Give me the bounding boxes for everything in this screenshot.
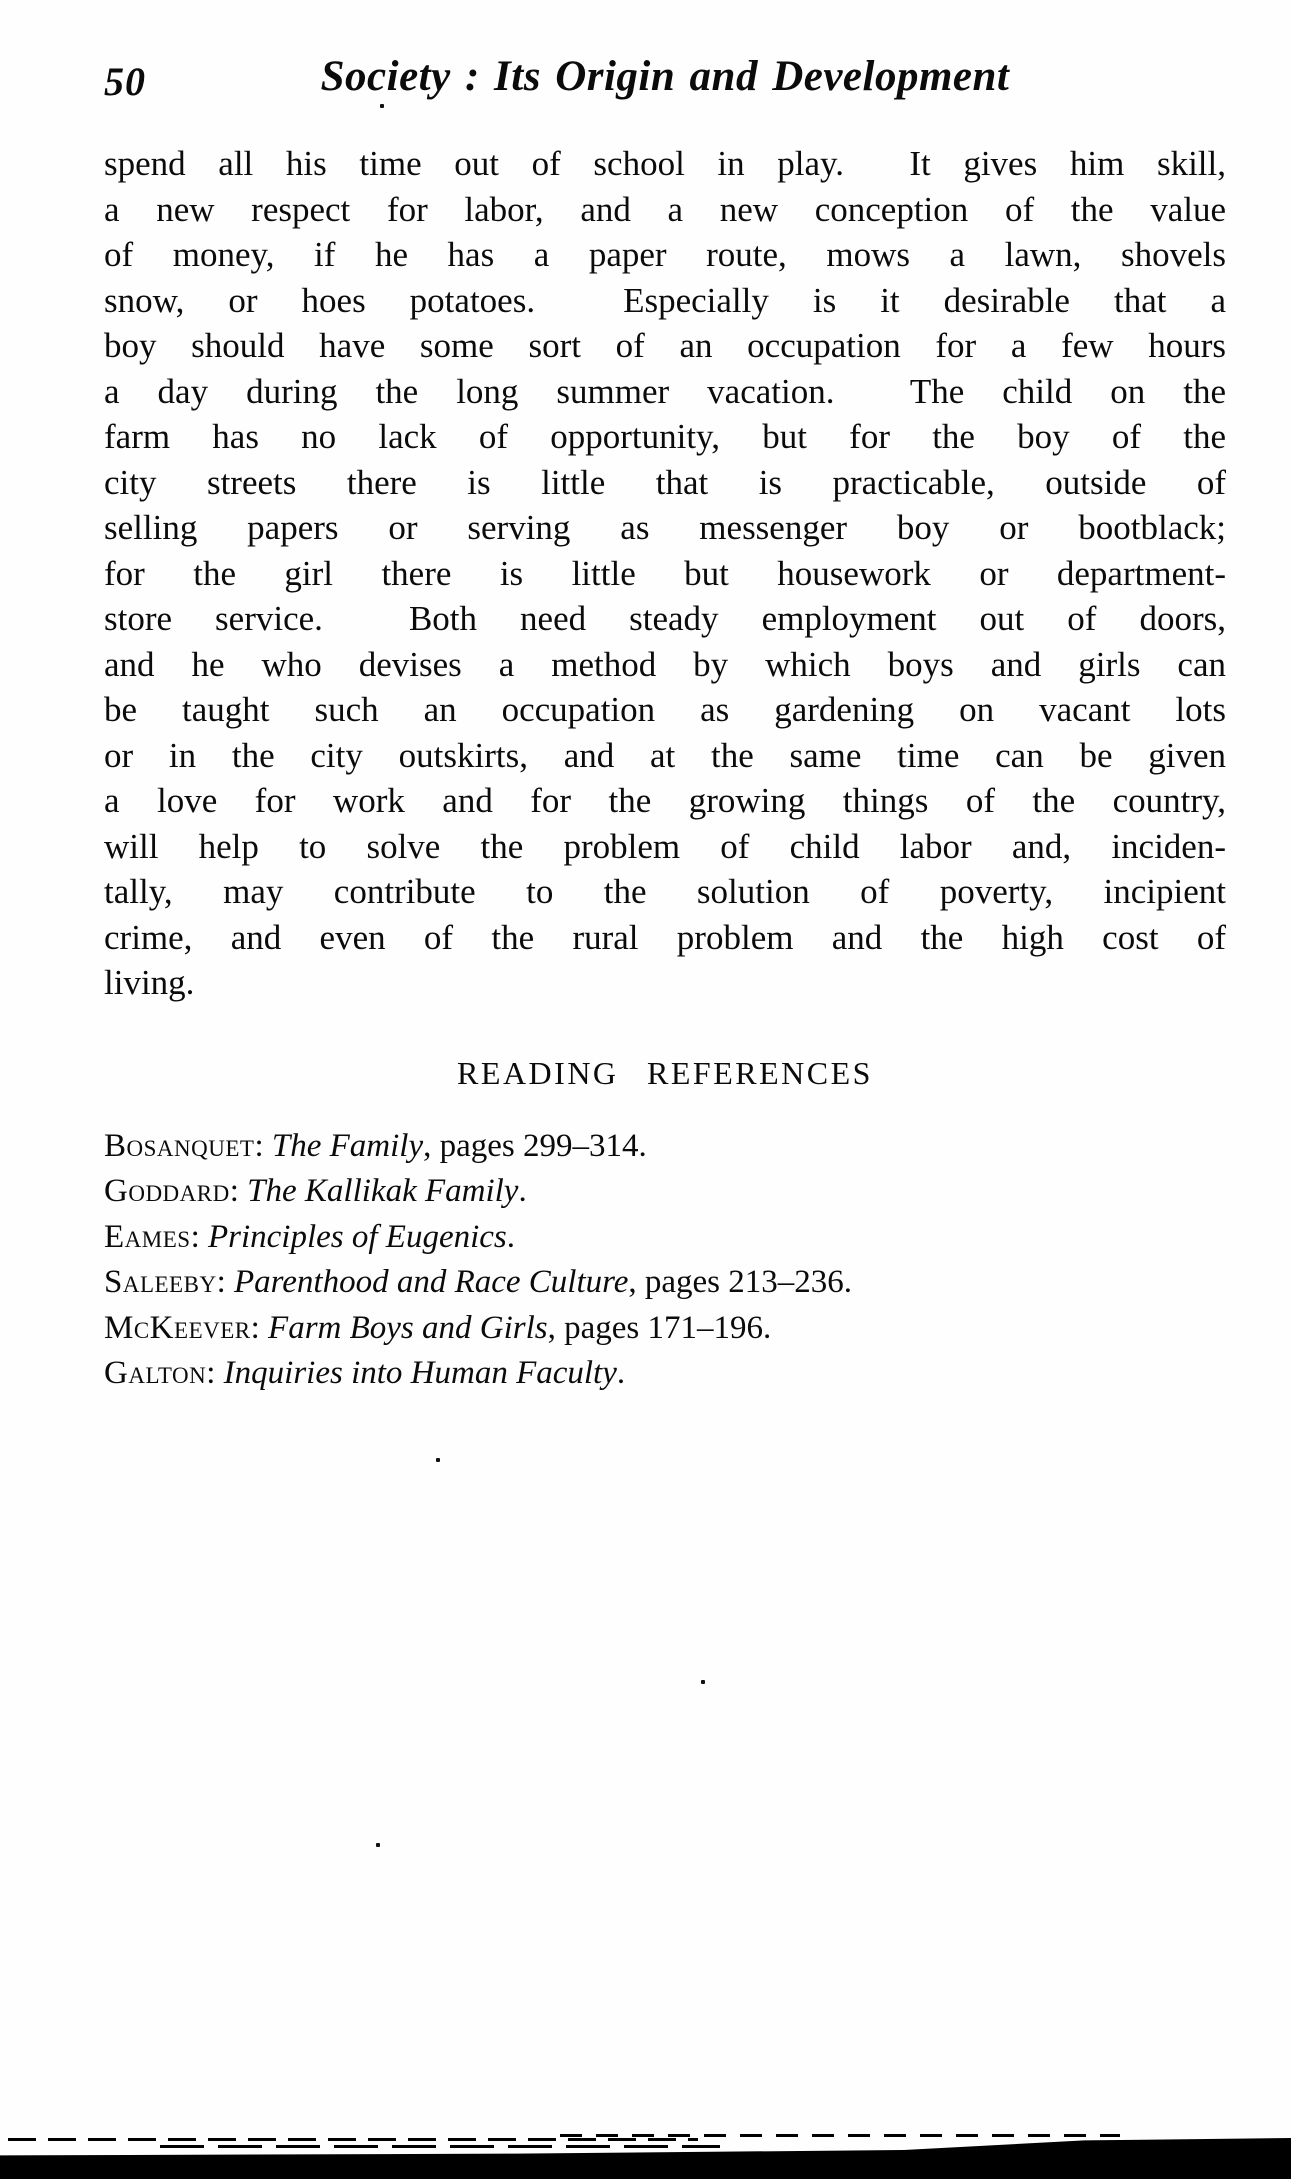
reference-pages: . — [506, 1218, 516, 1255]
reference-separator: : — [229, 1173, 248, 1210]
paragraph-line: tally, may contribute to the solution of poverty, incipient — [104, 872, 1226, 911]
reference-author: Saleeby — [104, 1264, 217, 1301]
scan-black-band — [0, 2157, 1291, 2179]
reference-author: Bosanquet — [104, 1128, 255, 1164]
scan-speck — [376, 1843, 380, 1847]
scan-speck — [380, 104, 384, 108]
reference-item — [104, 1306, 1264, 1351]
paragraph-line: be taught such an occupation as gardening on vacant lots — [104, 690, 1226, 729]
reference-item — [104, 1260, 1264, 1305]
reference-separator: : — [250, 1309, 269, 1346]
reference-item — [104, 1124, 1264, 1169]
reference-title: The Family — [271, 1128, 424, 1164]
reference-pages: , pages 213–236. — [628, 1264, 853, 1301]
reference-separator: : — [206, 1355, 224, 1392]
reference-title: Principles of Eugenics — [207, 1218, 507, 1255]
reference-title: Farm Boys and Girls — [268, 1309, 548, 1346]
paragraph-line: a love for work and for the growing things of the country, — [104, 781, 1226, 820]
reference-list — [104, 1124, 1264, 1396]
paragraph-line: and he who devises a method by which boys and girls can — [104, 644, 1226, 684]
reference-author: McKeever — [104, 1309, 251, 1346]
paragraph-line: farm has no lack of opportunity, but for the boy of the — [104, 417, 1226, 456]
paragraph-line: crime, and even of the rural problem and the high cost of — [104, 917, 1226, 957]
reference-separator: : — [190, 1218, 208, 1255]
paragraph-line: boy should have some sort of an occupation for a few hours — [104, 326, 1226, 365]
paragraph-line: city streets there is little that is practicable, outside of — [104, 462, 1226, 502]
scan-streak — [560, 2134, 1120, 2137]
paragraph-line: a new respect for labor, and a new conception of the value — [104, 189, 1226, 229]
scan-speck — [436, 1458, 440, 1462]
reference-pages: . — [518, 1173, 527, 1210]
paragraph-line: or in the city outskirts, and at the same time can be given — [104, 735, 1226, 775]
reference-item — [104, 1215, 1264, 1260]
paragraph-line: store service. Both need steady employment out of doors, — [104, 599, 1226, 638]
body-paragraph — [104, 141, 1226, 1006]
running-header — [104, 52, 1226, 112]
reference-author: Galton — [104, 1355, 207, 1392]
page-number: 50 — [104, 59, 146, 104]
reference-title: Inquiries into Human Faculty — [223, 1355, 617, 1392]
scan-streak — [160, 2145, 720, 2148]
reference-title: Parenthood and Race Culture — [233, 1264, 629, 1301]
reference-item — [104, 1169, 1264, 1214]
section-heading: READING REFERENCES — [457, 1055, 873, 1091]
reference-separator: : — [254, 1128, 272, 1164]
reference-title: The Kallikak Family — [247, 1173, 519, 1210]
running-title: Society : Its Origin and Development — [320, 53, 1010, 100]
reference-author: Eames — [104, 1218, 191, 1255]
paragraph-line: will help to solve the problem of child labor and, inciden- — [104, 826, 1226, 866]
reference-author: Goddard — [104, 1173, 230, 1210]
reference-separator: : — [216, 1264, 234, 1301]
paragraph-line: a day during the long summer vacation. The child on the — [104, 371, 1226, 411]
scan-speck — [701, 1680, 705, 1684]
paragraph-line: living. — [104, 963, 195, 1002]
paragraph-line: of money, if he has a paper route, mows a lawn, shovels — [104, 235, 1226, 274]
reference-pages: , pages 171–196. — [547, 1309, 772, 1346]
paragraph-line: snow, or hoes potatoes. Especially is it desirable that a — [104, 280, 1226, 320]
paragraph-line: spend all his time out of school in play. It gives him skill, — [104, 144, 1226, 183]
reference-item — [104, 1351, 1264, 1396]
scan-streak — [8, 2138, 698, 2141]
paragraph-line: selling papers or serving as messenger boy or bootblack; — [104, 508, 1226, 547]
reference-pages: . — [616, 1355, 626, 1392]
paragraph-line: for the girl there is little but housework or department- — [104, 553, 1226, 593]
reference-pages: , pages 299–314. — [423, 1128, 647, 1164]
